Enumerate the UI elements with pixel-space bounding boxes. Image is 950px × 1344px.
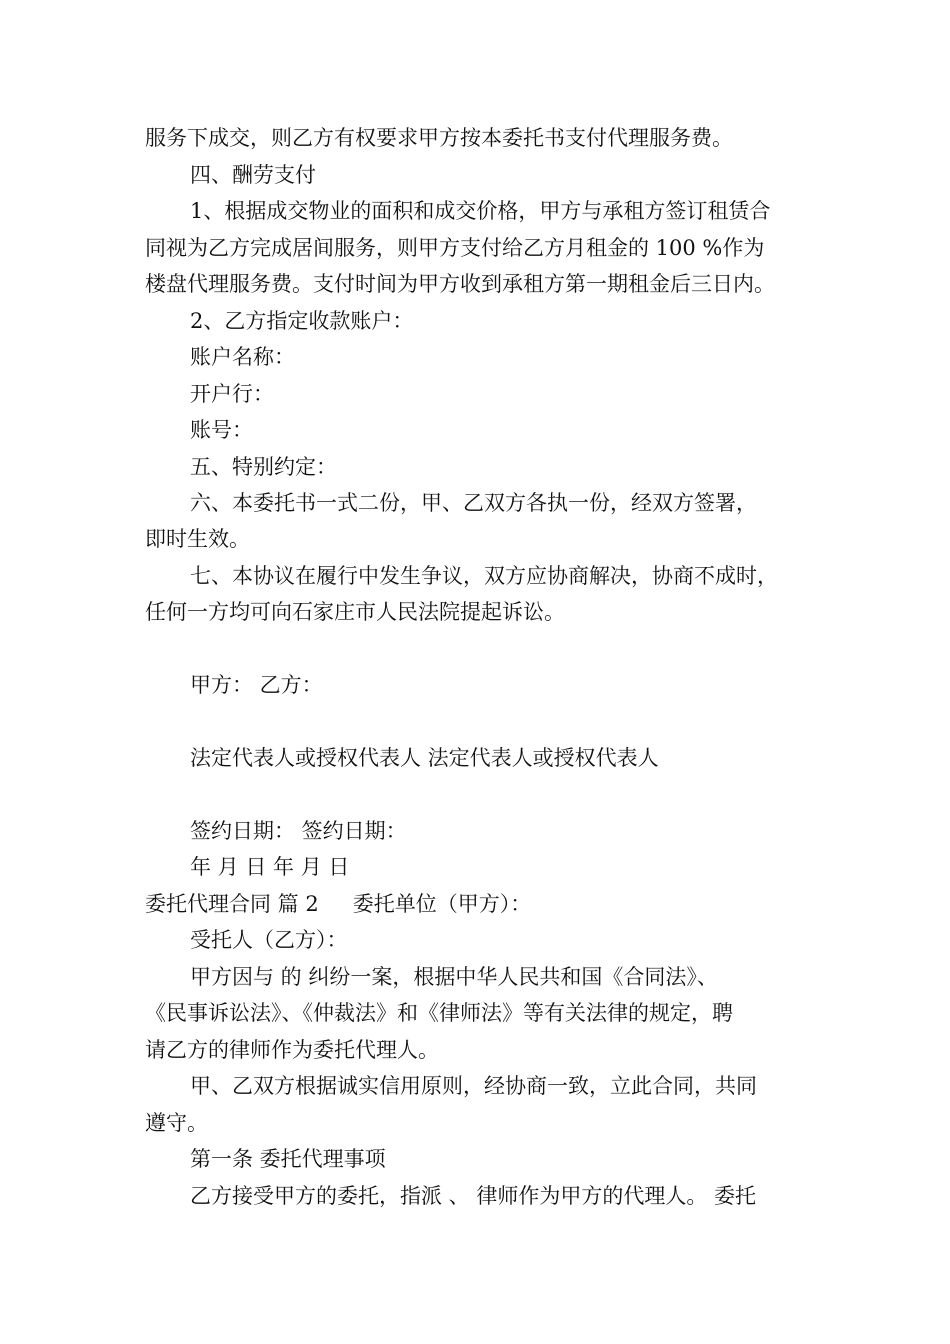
signature-representatives: 法定代表人或授权代表人 法定代表人或授权代表人 [190,746,659,770]
text-line: 甲、乙双方根据诚实信用原则，经协商一致，立此合同，共同 [190,1074,757,1098]
section-heading: 四、酬劳支付 [190,163,316,187]
text-line: 任何一方均可向石家庄市人民法院提起诉讼。 [145,600,565,624]
text-line: 遵守。 [145,1111,208,1135]
text-line: 开户行： [190,382,274,406]
text-line: 六、本委托书一式二份，甲、乙双方各执一份，经双方签署， [190,491,757,515]
text-line: 1、根据成交物业的面积和成交价格，甲方与承租方签订租赁合 [190,199,771,223]
signature-parties: 甲方： 乙方： [190,673,323,697]
article-heading: 第一条 委托代理事项 [190,1147,386,1171]
section-heading: 五、特别约定： [190,455,337,479]
text-line: 楼盘代理服务费。支付时间为甲方收到承租方第一期租金后三日内。 [145,272,775,296]
contract-title-line [145,889,825,919]
text-line: 请乙方的律师作为委托代理人。 [145,1038,439,1062]
text-line: 甲方因与 的 纠纷一案，根据中华人民共和国《合同法》、 [190,965,718,989]
date-placeholders: 年 月 日 年 月 日 [190,855,350,879]
text-line: 服务下成交，则乙方有权要求甲方按本委托书支付代理服务费。 [145,126,733,150]
text-line: 七、本协议在履行中发生争议，双方应协商解决，协商不成时， [190,564,778,588]
text-line: 即时生效。 [145,527,250,551]
text-line: 2、乙方指定收款账户： [190,309,414,333]
agent-label: 受托人（乙方）： [190,928,348,952]
text-line: 账号： [190,418,253,442]
text-line: 乙方接受甲方的委托，指派 、 律师作为甲方的代理人。 委托 [190,1184,757,1208]
principal-label: 委托单位（甲方）： [352,892,532,916]
signature-dates: 签约日期： 签约日期： [190,819,407,843]
text-line: 同视为乙方完成居间服务，则甲方支付给乙方月租金的 100 %作为 [145,236,765,260]
contract-title: 委托代理合同 篇 2 [145,892,319,916]
text-line: 《民事诉讼法》、《仲裁法》和《律师法》等有关法律的规定，聘 [145,1001,733,1025]
text-line: 账户名称： [190,345,295,369]
